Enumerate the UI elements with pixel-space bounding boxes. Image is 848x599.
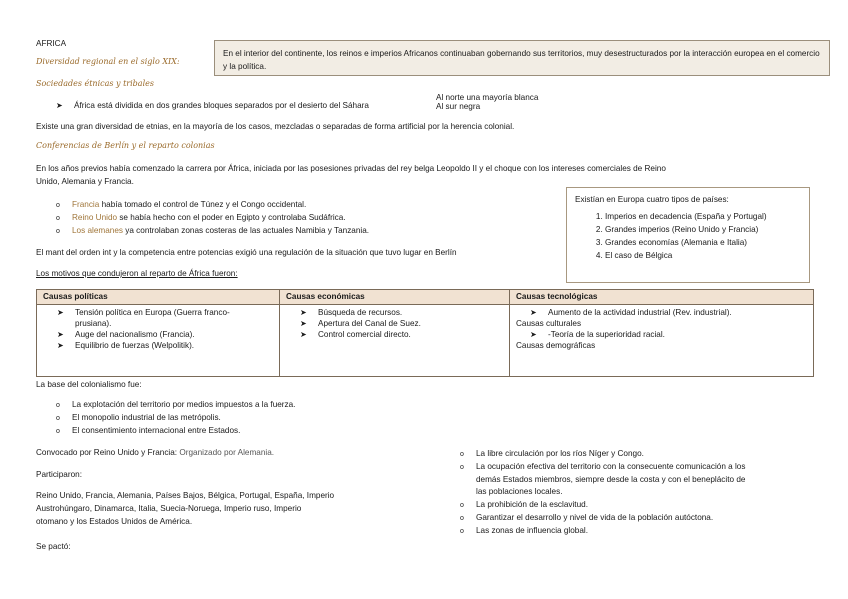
berlin-order-text: El mant del orden int y la competencia entre potencias exigió una regulación de la situación que tuvo lugar en Berlín [36,248,457,257]
cause-item: ➤ Control comercial directo. [300,330,411,340]
cultural-header: Causas culturales [516,319,582,329]
cause-item: ➤ Aumento de la actividad industrial (Rev. industrial). [530,308,732,317]
power-name: Reino Unido [72,213,118,222]
power-name: Francia [72,200,100,209]
base-item: o La explotación del territorio por medios impuestos a la fuerza. [56,400,296,409]
arrow-bullet-icon: ➤ [530,330,537,340]
agreement-item: o La ocupación efectiva del territorio con la consecuente comunicación a los demás Estados miembros, siempre desde la costa y con el beneplácito de las poblaciones locales. [460,461,746,497]
organized-text: Organizado por Alemania. [177,448,275,457]
country-type-item: 1. Imperios en decadencia (España y Portugal) [605,211,801,222]
convened-line [36,447,274,458]
cause-item: ➤ Auge del nacionalismo (Francia). [57,330,195,340]
arrow-bullet-icon: ➤ [57,308,64,317]
participants-line: otomano y los Estados Unidos de América. [36,517,193,527]
circle-bullet-icon: o [460,514,464,522]
circle-bullet-icon: o [56,402,60,409]
diversity-text: Existe una gran diversidad de etnias, en la mayoría de los casos, mezcladas o separadas de forma artificial por la herencia colonial. [36,122,515,131]
political-cell [37,305,280,377]
base-item: o El monopolio industrial de las metrópolis. [56,413,221,422]
power-text: había tomado el control de Túnez y el Congo occidental. [99,200,307,209]
country-type-item: 3. Grandes economías (Alemania e Italia) [605,237,801,248]
section-berlin-conference: Conferencias de Berlín y el reparto colonias [36,141,215,150]
circle-bullet-icon: o [56,428,60,435]
tech-header: Causas tecnológicas [510,290,814,305]
agreement-item: o Garantizar el desarrollo y nivel de vida de la población autóctona. [460,512,745,525]
cause-item-cont: prusiana). [75,319,112,329]
section-ethnic-societies: Sociedades étnicas y tribales [36,79,154,88]
power-text: ya controlaban zonas costeras de las actuales Namibia y Tanzania. [122,226,370,235]
page-title: AFRICA [36,39,67,48]
cause-item: ➤ Búsqueda de recursos. [300,308,403,317]
table-header-row [37,290,814,305]
demographic-header: Causas demográficas [516,341,596,351]
cause-item: ➤ Tensión política en Europa (Guerra franco- [57,308,230,317]
section-regional-diversity: Diversidad regional en el siglo XIX: [36,57,180,66]
circle-bullet-icon: o [56,202,60,209]
participants-title: Participaron: [36,470,82,479]
north-text: Al norte una mayoría blanca [436,93,539,102]
race-text-line1: En los años previos había comenzado la carrera por África, iniciada por las posesiones privadas del rey belga Leopoldo II y el choque con los intereses comerciales de Reino [36,164,666,173]
cause-item: ➤ Apertura del Canal de Suez. [300,319,421,329]
participants-line: Reino Unido, Francia, Alemania, Países Bajos, Bélgica, Portugal, España, Imperio [36,491,335,500]
circle-bullet-icon: o [460,502,464,510]
intro-box [214,40,830,76]
cause-item: ➤ -Teoría de la superioridad racial. [530,330,665,340]
participants-line: Austrohúngaro, Dinamarca, Italia, Suecia-Noruega, Imperio ruso, Imperio [36,504,302,514]
agreement-item: o La libre circulación por los ríos Níger y Congo. [460,448,745,461]
convened-label: Convocado por Reino Unido y Francia: [36,448,178,457]
participants-text [36,489,334,528]
two-blocks-text: África está dividida en dos grandes bloques separados por el desierto del Sáhara [74,101,369,110]
tech-cell [510,305,814,377]
arrow-bullet-icon: ➤ [57,341,64,351]
agreement-item: o La prohibición de la esclavitud. [460,499,745,512]
power-name: Los alemanes [72,226,123,235]
power-item [56,212,346,223]
agreements-list [460,448,745,538]
colonialism-base-title: La base del colonialismo fue: [36,380,142,389]
circle-bullet-icon: o [56,415,60,422]
country-type-item: 4. El caso de Bélgica [605,250,801,261]
motives-title: Los motivos que condujeron al reparto de África fueron: [36,269,238,278]
bullet-two-blocks [56,100,369,111]
agreed-title: Se pactó: [36,542,71,551]
north-south-note [436,93,538,112]
circle-bullet-icon: o [56,215,60,222]
circle-bullet-icon: o [460,451,464,458]
race-text-line2: Unido, Alemania y Francia. [36,177,134,186]
power-item [56,225,369,236]
country-types-box [566,187,810,283]
economic-header: Causas económicas [280,290,510,305]
country-types-title: Existían en Europa cuatro tipos de países: [575,195,729,204]
power-item [56,199,306,210]
arrow-bullet-icon: ➤ [300,330,307,340]
power-text: se había hecho con el poder en Egipto y controlaba Sudáfrica. [117,213,346,222]
circle-bullet-icon: o [56,228,60,235]
cause-item: ➤ Equilibrio de fuerzas (Welpolitik). [57,341,195,351]
base-item: o El consentimiento internacional entre Estados. [56,426,241,435]
causes-table [36,289,814,377]
south-text: Al sur negra [436,102,481,112]
arrow-bullet-icon: ➤ [300,308,307,317]
country-types-list [575,211,801,261]
arrow-bullet-icon: ➤ [530,308,537,317]
table-row [37,305,814,377]
circle-bullet-icon: o [460,463,464,471]
country-type-item: 2. Grandes imperios (Reino Unido y Francia) [605,224,801,235]
intro-text: En el interior del continente, los reinos e imperios Africanos continuaban gobernando sus territorios, muy desestructurados por la interacción europea en el comercio y la política. [223,49,820,72]
political-header: Causas políticas [37,290,280,305]
arrow-bullet-icon: ➤ [300,319,307,329]
circle-bullet-icon: o [460,527,464,535]
agreement-item: o Las zonas de influencia global. [460,525,745,538]
arrow-bullet-icon: ➤ [57,330,64,340]
economic-cell [280,305,510,377]
arrow-bullet-icon: ➤ [56,101,63,110]
